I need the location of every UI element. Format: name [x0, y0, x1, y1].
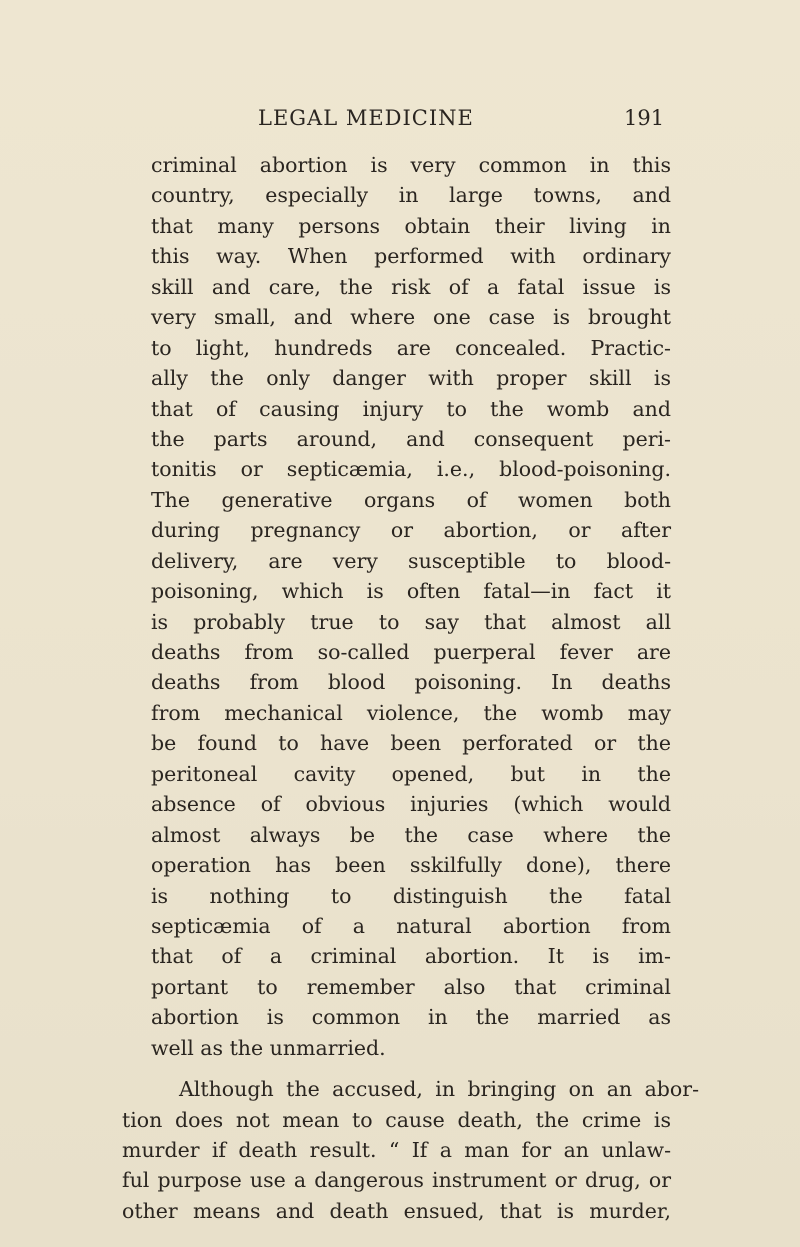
text-line: that many persons obtain their living in — [151, 213, 671, 238]
text-line: murder if death result. “ If a man for an unlaw- — [122, 1138, 671, 1162]
text-line: criminal abortion is very common in this — [151, 153, 671, 177]
text-line: abortion is common in the married as — [151, 1005, 671, 1030]
text-line: portant to remember also that criminal — [151, 974, 671, 999]
text-line: from mechanical violence, the womb may — [151, 700, 671, 725]
text-line: is probably true to say that almost all — [151, 609, 671, 634]
running-title: LEGAL MEDICINE — [258, 106, 474, 130]
text-line: this way. When performed with ordinary — [151, 244, 671, 269]
page-number: 191 — [624, 106, 665, 130]
text-line: deaths from blood poisoning. In deaths — [151, 670, 671, 695]
text-line: very small, and where one case is brought — [151, 305, 671, 330]
text-line: The generative organs of women both — [151, 487, 671, 512]
text-line: absence of obvious injuries (which would — [151, 792, 671, 817]
text-line: be found to have been perforated or the — [151, 731, 671, 756]
text-line: delivery, are very susceptible to blood- — [151, 548, 671, 573]
text-line: peritoneal cavity opened, but in the — [151, 761, 671, 786]
text-line: that of causing injury to the womb and — [151, 396, 671, 421]
text-line: operation has been sskilfully done), there — [151, 853, 671, 878]
body-text — [122, 150, 699, 1226]
running-head — [0, 106, 800, 136]
text-line: country, especially in large towns, and — [151, 183, 671, 208]
text-line: to light, hundreds are concealed. Practic- — [151, 335, 671, 360]
text-line: almost always be the case where the — [151, 822, 671, 847]
paragraph — [151, 150, 671, 1063]
text-line: ful purpose use a dangerous instrument or drug, or — [122, 1168, 671, 1193]
text-line: ally the only danger with proper skill is — [151, 366, 671, 391]
text-line: skill and care, the risk of a fatal issue is — [151, 274, 671, 299]
text-line: the parts around, and consequent peri- — [151, 426, 671, 451]
text-line: deaths from so-called puerperal fever are — [151, 640, 671, 664]
text-line: during pregnancy or abortion, or after — [151, 518, 671, 543]
text-line: septicæmia of a natural abortion from — [151, 913, 671, 938]
text-line: well as the unmarried. — [151, 1035, 386, 1060]
text-line: other means and death ensued, that is murder, — [122, 1198, 671, 1223]
text-line: tonitis or septicæmia, i.e., blood-poisoning. — [151, 457, 671, 482]
text-line: tion does not mean to cause death, the crime is — [122, 1107, 671, 1132]
text-line: poisoning, which is often fatal—in fact it — [151, 579, 671, 604]
text-line: that of a criminal abortion. It is im- — [151, 944, 671, 969]
text-line: Although the accused, in bringing on an abor- — [179, 1077, 699, 1102]
paragraph — [122, 1074, 699, 1226]
text-line: is nothing to distinguish the fatal — [151, 883, 671, 908]
